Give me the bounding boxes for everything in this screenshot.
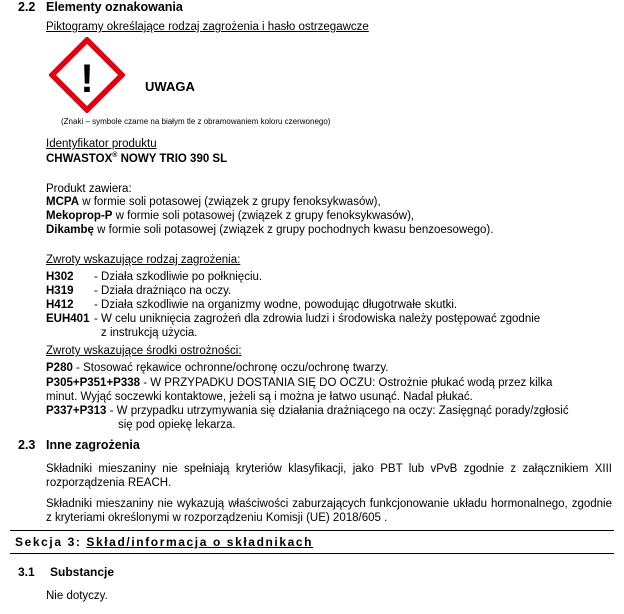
subsection-number-3-1: 3.1 bbox=[18, 565, 35, 579]
other-hazards-paragraph-2: Składniki mieszaniny nie wykazują właściwości zaburzających funkcjonowanie układu hormonalnego, zgodnie z kryteriami określonymi w rozporządzeniu Komisji (UE) 2018/605 . bbox=[46, 498, 612, 524]
product-id-heading: Identyfikator produktu bbox=[46, 138, 157, 150]
section-3-header: Sekcja 3: Skład/informacja o składnikach bbox=[15, 535, 314, 549]
precaution-p337: P337+P313 - W przypadku utrzymywania się działania drażniącego na oczy: Zasięgnąć porady/zgłosić bbox=[46, 405, 569, 417]
pictogram-heading: Piktogramy określające rodzaj zagrożenia i hasło ostrzegawcze bbox=[46, 21, 369, 33]
signal-word: UWAGA bbox=[145, 79, 195, 94]
hazard-text: - Działa szkodliwie na organizmy wodne, powodując długotrwałe skutki. bbox=[94, 299, 458, 311]
section-number-2-3: 2.3 bbox=[18, 438, 36, 452]
hazard-code: EUH401 bbox=[46, 313, 90, 325]
other-hazards-paragraph-1: Składniki mieszaniny nie spełniają kryteriów klasyfikacji, jako PBT lub vPvB zgodnie z załącznikiem XIII rozporządzenia REACH. bbox=[46, 463, 612, 489]
hazard-code: H319 bbox=[46, 285, 74, 297]
ghs-exclamation-icon bbox=[49, 37, 125, 113]
hazard-text: - Działa szkodliwie po połknięciu. bbox=[94, 271, 263, 283]
product-name: CHWASTOX® NOWY TRIO 390 SL bbox=[46, 152, 228, 165]
hazard-text-continuation: z instrukcją użycia. bbox=[101, 327, 198, 339]
section-number-2-2: 2.2 bbox=[18, 0, 36, 14]
ingredient-2: Mekoprop-P w formie soli potasowej (związek z grupy fenoksykwasów), bbox=[46, 210, 415, 222]
pictogram-glyph: ! bbox=[80, 57, 94, 101]
ingredient-3: Dikambę w formie soli potasowej (związek z grupy pochodnych kwasu benzoesowego). bbox=[46, 224, 494, 236]
hazard-text: - W celu uniknięcia zagrożeń dla zdrowia ludzi i środowiska należy postępować zgodnie bbox=[94, 313, 541, 325]
ingredient-1: MCPA w formie soli potasowej (związek z grupy fenoksykwasów), bbox=[46, 196, 381, 208]
substances-text: Nie dotyczy. bbox=[46, 590, 108, 602]
precaution-p337-continuation: się pod opiekę lekarza. bbox=[118, 419, 236, 431]
section-title-2-2: Elementy oznakowania bbox=[46, 0, 183, 14]
section-divider-top bbox=[10, 530, 614, 531]
precaution-p305: P305+P351+P338 - W PRZYPADKU DOSTANIA SIĘ DO OCZU: Ostrożnie płukać wodą przez kilka bbox=[46, 377, 553, 389]
pictogram-note: (Znaki – symbole czarne na białym tle z obramowaniem koloru czerwonego) bbox=[61, 117, 331, 126]
hazard-text: - Działa drażniąco na oczy. bbox=[94, 285, 232, 297]
hazard-code: H412 bbox=[46, 299, 74, 311]
subsection-title-3-1: Substancje bbox=[50, 565, 115, 579]
hazard-code: H302 bbox=[46, 271, 74, 283]
section-divider-bottom bbox=[10, 553, 614, 554]
hazard-heading: Zwroty wskazujące rodzaj zagrożenia: bbox=[46, 254, 241, 266]
precaution-p305-continuation: minut. Wyjąć soczewki kontaktowe, jeżeli są i można je łatwo usunąć. Nadal płukać. bbox=[46, 391, 473, 403]
precaution-heading: Zwroty wskazujące środki ostrożności: bbox=[46, 345, 242, 357]
contains-heading: Produkt zawiera: bbox=[46, 183, 132, 195]
section-title-2-3: Inne zagrożenia bbox=[46, 438, 140, 452]
precaution-p280: P280 - Stosować rękawice ochronne/ochronę oczu/ochronę twarzy. bbox=[46, 362, 389, 374]
